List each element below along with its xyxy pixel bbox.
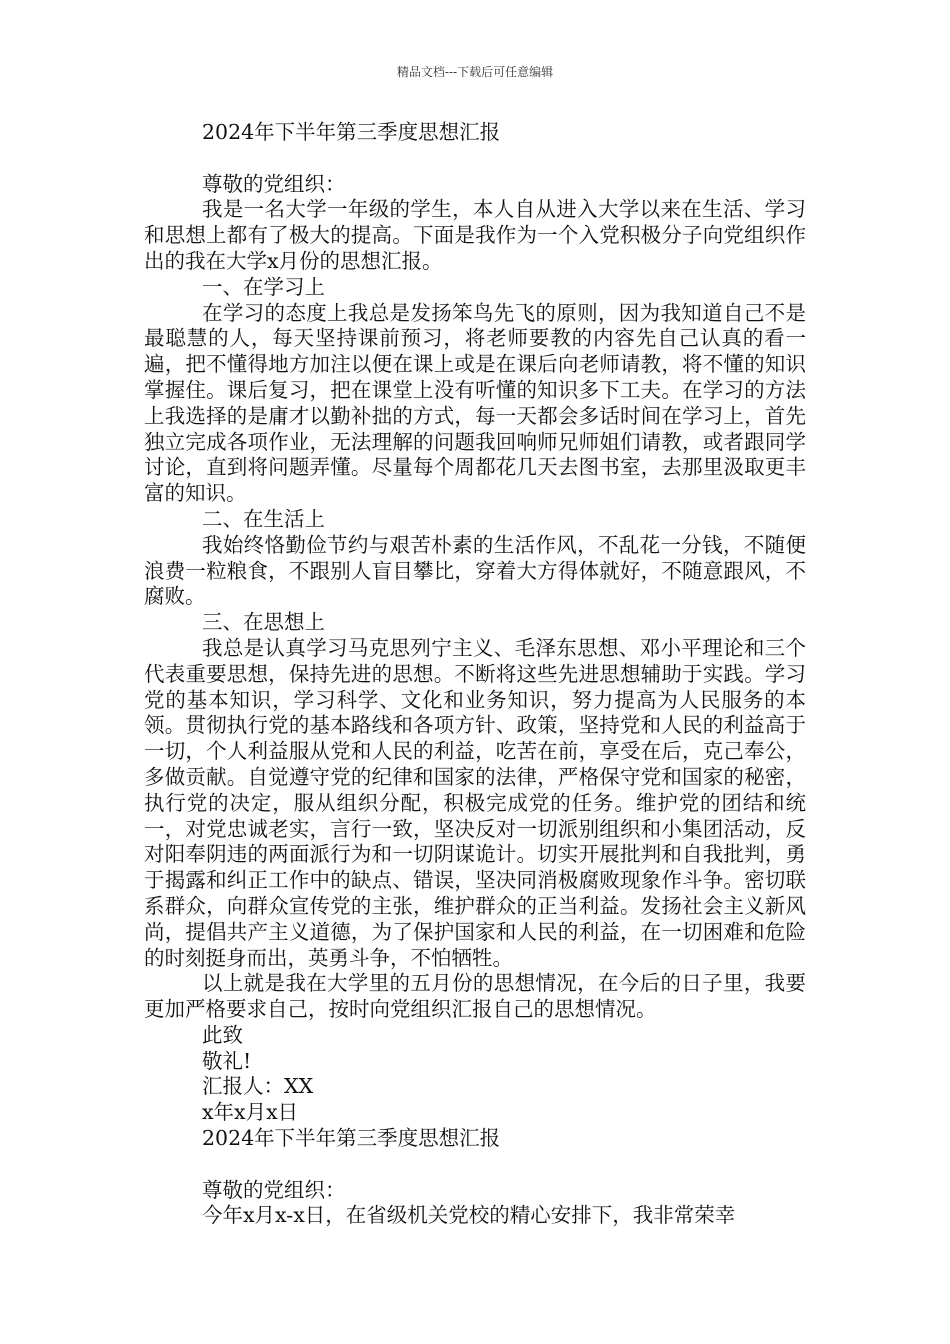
salutation-2: 尊敬的党组织： bbox=[202, 1177, 346, 1202]
intro-paragraph: 我是一名大学一年级的学生，本人自从进入大学以来在生活、学习和思想上都有了极大的提高。下面是我作为一个入党积极分子向党组织作出的我在大学x月份的思想汇报。 bbox=[144, 197, 806, 273]
thought-paragraph: 我总是认真学习马克思列宁主义、毛泽东思想、邓小平理论和三个代表重要思想，保持先进的思想。不断将这些先进思想辅助于实践。学习党的基本知识，学习科学、文化和业务知识，努力提高为人民服务的本领。贯彻执行党的基本路线和各项方针、政策，坚持党和人民的利益高于一切，个人利益服从党和人民的利益，吃苦在前，享受在后，克己奉公，多做贡献。自觉遵守党的纪律和国家的法律，严格保守党和国家的秘密，执行党的决定，服从组织分配，积极完成党的任务。维护党的团结和统一，对党忠诚老实，言行一致，坚决反对一切派别组织和小集团活动，反对阳奉阴违的两面派行为和一切阴谋诡计。切实开展批判和自我批判，勇于揭露和纠正工作中的缺点、错误，坚决同消极腐败现象作斗争。密切联系群众，向群众宣传党的主张，维护群众的正当利益。发扬社会主义新风尚，提倡共产主义道德，为了保护国家和人民的利益，在一切困难和危险的时刻挺身而出，英勇斗争，不怕牺牲。 bbox=[144, 635, 806, 970]
second-report-paragraph: 今年x月x-x日，在省级机关党校的精心安排下，我非常荣幸 bbox=[202, 1203, 736, 1228]
reporter-line: 汇报人：XX bbox=[202, 1074, 314, 1099]
thought-heading: 三、在思想上 bbox=[202, 610, 325, 635]
report-title: 2024年下半年第三季度思想汇报 bbox=[202, 120, 501, 144]
report-title-2: 2024年下半年第三季度思想汇报 bbox=[202, 1126, 501, 1151]
life-paragraph: 我始终恪勤俭节约与艰苦朴素的生活作风，不乱花一分钱，不随便浪费一粒粮食，不跟别人盲目攀比，穿着大方得体就好，不随意跟风，不腐败。 bbox=[144, 532, 806, 609]
blank-line-2 bbox=[144, 1152, 806, 1178]
document-body bbox=[144, 120, 806, 1229]
blank-line bbox=[144, 146, 806, 172]
study-heading: 一、在学习上 bbox=[202, 274, 325, 299]
life-heading: 二、在生活上 bbox=[202, 506, 325, 531]
conclusion-paragraph: 以上就是我在大学里的五月份的思想情况，在今后的日子里，我要更加严格要求自己，按时向党组织汇报自己的思想情况。 bbox=[144, 971, 806, 1022]
date-line: x年x月x日 bbox=[202, 1100, 299, 1125]
page-header: 精品文档---下载后可任意编辑 bbox=[396, 65, 554, 79]
closing-line-1: 此致 bbox=[202, 1022, 243, 1047]
salutation: 尊敬的党组织： bbox=[202, 171, 346, 196]
closing-line-2: 敬礼! bbox=[202, 1048, 252, 1073]
study-paragraph: 在学习的态度上我总是发扬笨鸟先飞的原则，因为我知道自己不是最聪慧的人，每天坚持课前预习，将老师要教的内容先自己认真的看一遍，把不懂得地方加注以便在课上或是在课后向老师请教，将不懂的知识掌握住。课后复习，把在课堂上没有听懂的知识多下工夫。在学习的方法上我选择的是庸才以勤补拙的方式，每一天都会多话时间在学习上，首先独立完成各项作业，无法理解的问题我回响师兄师姐们请教，或者跟同学讨论，直到将问题弄懂。尽量每个周都花几天去图书室，去那里汲取更丰富的知识。 bbox=[144, 300, 806, 506]
